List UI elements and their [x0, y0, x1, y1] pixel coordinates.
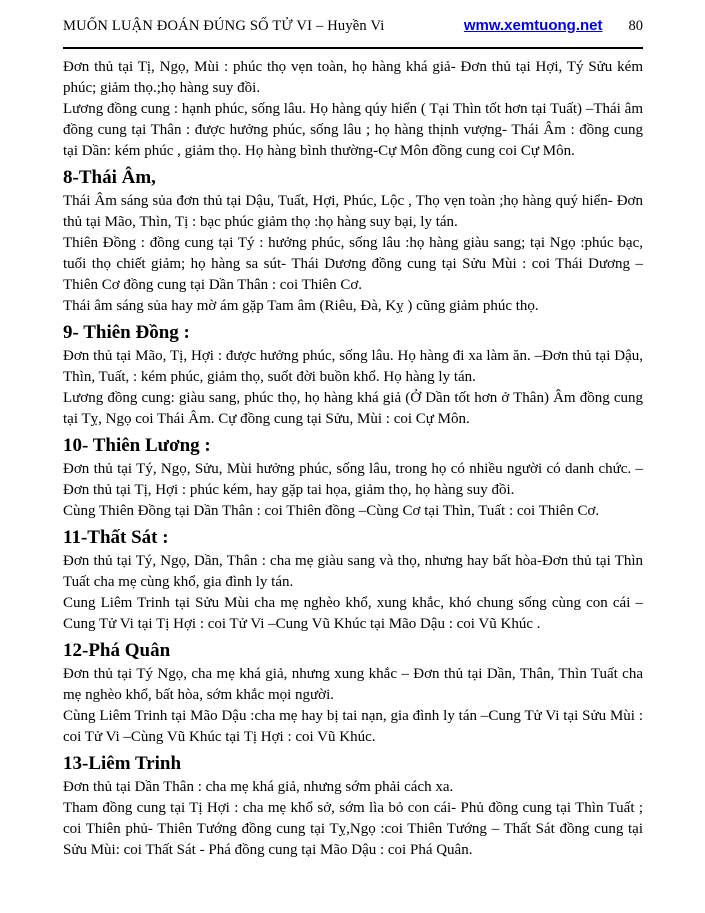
paragraph: Đơn thủ tại Tý, Ngọ, Dần, Thân : cha mẹ giàu sang và thọ, nhưng hay bất hòa-Đơn thủ tại Thìn Tuất cha mẹ cùng khổ, gia đình ly tán.: [63, 553, 643, 590]
paragraph: Tham đồng cung tại Tị Hợi : cha mẹ khổ sở, sớm lìa bỏ con cái- Phủ đồng cung tại Thìn Tuất ; coi Thiên phủ- Thiên Tướng đồng cung tại Tỵ,Ngọ :coi Thiên Tướng – Thất Sát đồng cung tại Sửu Mùi: coi Thất Sát - Phá đồng cung tại Mão Dậu : coi Phá Quân.: [63, 800, 643, 858]
paragraph: Thái âm sáng sủa hay mờ ám gặp Tam âm (Riêu, Đà, Kỵ ) cũng giảm phúc thọ.: [63, 298, 539, 314]
paragraph: Lương đồng cung: giàu sang, phúc thọ, họ hàng khá giả (Ở Dần tốt hơn ở Thân) Âm đồng cung tại Tỵ, Ngọ coi Thái Âm. Cự đồng cung tại Sửu, Mùi : coi Cự Môn.: [63, 390, 643, 427]
paragraph: Đơn thủ tại Dần Thân : cha mẹ khá giả, nhưng sớm phải cách xa.: [63, 779, 454, 795]
section-heading: 12-Phá Quân: [63, 640, 171, 661]
paragraph: Thiên Đồng : đồng cung tại Tý : hưởng phúc, sống lâu :họ hàng giàu sang; tại Ngọ :phúc bạc, tuổi thọ chiết giảm; họ hàng sa sút- Thái Dương đồng cung tại Sửu Mùi : coi Thái Dương – Thiên Cơ đồng cung tại Dần Thân : coi Thiên Cơ.: [63, 235, 643, 293]
paragraph: Đơn thủ tại Tý, Ngọ, Sửu, Mùi hưởng phúc, sống lâu, trong họ có nhiều người có danh chức. – Đơn thủ tại Tị, Hợi : phúc kém, hay gặp tai họa, giảm thọ, họ hàng suy đồi.: [63, 461, 643, 498]
website-link[interactable]: wmw.xemtuong.net: [463, 17, 603, 34]
section-heading: 8-Thái Âm,: [63, 167, 156, 188]
header-right-group: [464, 17, 643, 35]
section-heading: 10- Thiên Lương :: [63, 435, 211, 456]
paragraph: Đơn thủ tại Tý Ngọ, cha mẹ khá giả, nhưng xung khắc – Đơn thủ tại Dần, Thân, Thìn Tuất cha mẹ nghèo khổ, bất hòa, sớm khắc mọi người.: [63, 666, 643, 703]
page-number: 80: [628, 18, 643, 34]
document-body: [0, 49, 705, 861]
page-header: [0, 0, 705, 35]
paragraph: Đơn thủ tại Tị, Ngọ, Mùi : phúc thọ vẹn toàn, họ hàng khá giả- Đơn thủ tại Hợi, Tý Sửu kém phúc; giảm thọ.;họ hàng suy đồi.: [63, 59, 643, 96]
document-title: MUỐN LUẬN ĐOÁN ĐÚNG SỐ TỬ VI – Huyền Vi: [63, 18, 385, 34]
section-heading: 9- Thiên Đồng :: [63, 322, 190, 343]
paragraph: Đơn thủ tại Mão, Tị, Hợi : được hưởng phúc, sống lâu. Họ hàng đi xa làm ăn. –Đơn thủ tại Dậu, Thìn, Tuất, : kém phúc, giảm thọ, suốt đời buồn khổ. Họ hàng ly tán.: [63, 348, 643, 385]
paragraph: Cung Liêm Trinh tại Sửu Mùi cha mẹ nghèo khổ, xung khắc, khó chung sống cùng con cái – Cung Tử Vi tại Tị Hợi : coi Tử Vi –Cung Vũ Khúc tại Mão Dậu : coi Vũ Khúc .: [63, 595, 643, 632]
paragraph: Lương đồng cung : hạnh phúc, sống lâu. Họ hàng qúy hiển ( Tại Thìn tốt hơn tại Tuất) –Thái âm đồng cung tại Thân : được hưởng phúc, sống lâu ; họ hàng thịnh vượng- Thái Âm : đồng cung tại Dần: kém phúc , giảm thọ. Họ hàng bình thường-Cự Môn đồng cung coi Cự Môn.: [63, 101, 643, 159]
paragraph: Cùng Thiên Đồng tại Dần Thân : coi Thiên đồng –Cùng Cơ tại Thìn, Tuất : coi Thiên Cơ.: [63, 503, 600, 519]
paragraph: Cùng Liêm Trinh tại Mão Dậu :cha mẹ hay bị tai nạn, gia đình ly tán –Cung Tử Vi tại Sửu Mùi : coi Tử Vi –Cùng Vũ Khúc tại Tị Hợi : coi Vũ Khúc.: [63, 708, 643, 745]
paragraph: Thái Âm sáng sủa đơn thủ tại Dậu, Tuất, Hợi, Phúc, Lộc , Thọ vẹn toàn ;họ hàng quý hiển- Đơn thủ tại Mão, Thìn, Tị : bạc phúc giảm thọ :họ hàng suy bại, ly tán.: [63, 193, 643, 230]
section-heading: 13-Liêm Trinh: [63, 753, 182, 774]
section-heading: 11-Thất Sát :: [63, 527, 169, 548]
